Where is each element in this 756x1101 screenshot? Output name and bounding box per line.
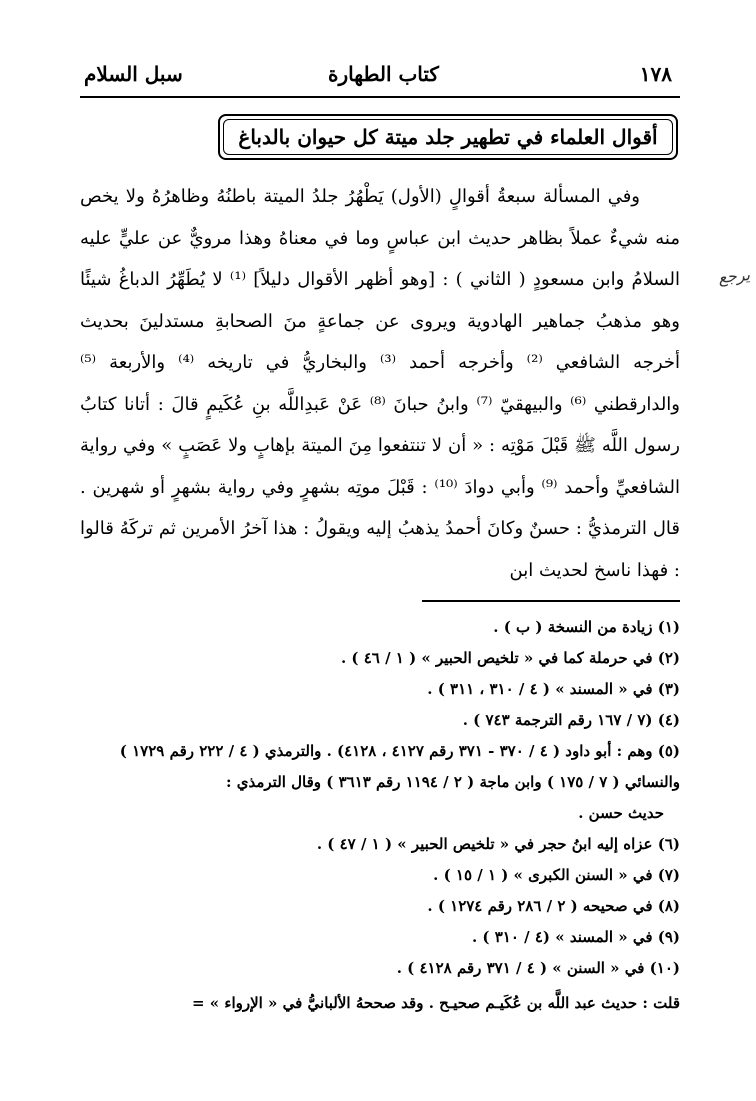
footnote: (٨) في صحيحه ( ٢ / ٢٨٦ رقم ١٢٧٤ ) . — [427, 897, 680, 915]
section-title-box — [218, 114, 678, 160]
margin-note: يرجع — [717, 264, 751, 288]
footnote: (٦) عزاه إليه ابنُ حجر في « تلخيص الحبير » ( ١ / ٤٧ ) . — [316, 835, 680, 853]
header-rule — [80, 96, 680, 98]
book-title: كتاب الطهارة — [328, 62, 439, 86]
footnotes — [80, 612, 680, 1019]
footnote-continuation: حديث حسن . — [578, 804, 664, 822]
main-text — [80, 176, 680, 591]
footnote: (٥) وهم : أبو داود ( ٤ / ٣٧٠ - ٣٧١ رقم ٤١٢٧ ، ٤١٢٨) . والترمذي ( ٤ / ٢٢٢ رقم ١٧٢٩ ) والنسائي ( ٧ / ١٧٥ ) وابن ماجة ( ٢ / ١١٩٤ رقم ٣٦١٣ ) وقال الترمذي : — [119, 742, 680, 791]
footnote: (٢) في حرملة كما في « تلخيص الحبير » ( ١ / ٤٦ ) . — [340, 649, 680, 667]
footnote: (٤) (٧ / ١٦٧ رقم الترجمة ٧٤٣ ) . — [462, 711, 680, 729]
running-header — [78, 62, 678, 92]
footnote: (١) زيادة من النسخة ( ب ) . — [493, 618, 680, 636]
footnote: (٧) في « السنن الكبرى » ( ١ / ١٥ ) . — [433, 866, 680, 884]
section-title: أقوال العلماء في تطهير جلد ميتة كل حيوان بالدباغ — [238, 125, 658, 149]
footnote: (٩) في « المسند » (٤ / ٣١٠ ) . — [471, 928, 680, 946]
footnote-rule — [422, 600, 680, 602]
body-paragraph: وفي المسألة سبعةُ أقوالٍ (الأول) يَطْهُرُ جلدُ الميتة باطنُهُ وظاهرُهُ ولا يخص منه شيءٌ عملاً بظاهر حديث ابن عباسٍ وما في معناهُ وهذا مرويٌّ عن عليٍّ عليه السلامُ وابن مسعودٍ ( الثاني ) : [وهو أظهر الأقوال دليلاً] ⁽¹⁾ لا يُطَهِّرُ الدباغُ شيئًا وهو مذهبُ جماهير الهادوية ويروى عن جماعةٍ منَ الصحابةِ مستدلينَ بحديث أخرجه الشافعي ⁽²⁾ وأخرجه أحمد ⁽³⁾ والبخاريُّ في تاريخه ⁽⁴⁾ والأربعة ⁽⁵⁾ والدارقطني ⁽⁶⁾ والبيهقيّ ⁽⁷⁾ وابنُ حبانَ ⁽⁸⁾ عَنْ عَبدِاللَّه بنِ عُكَيمٍ قالَ : أتانا كتابُ رسول اللَّه ﷺ قَبْلَ مَوْتِه : « أن لا تنتفعوا مِنَ الميتة بإهابٍ ولا عَصَبٍ » وفي رواية الشافعيِّ وأحمد ⁽⁹⁾ وأبي دوادَ ⁽¹⁰⁾ : قَبْلَ موتِه بشهرٍ وفي رواية بشهرٍ أو شهرين . قال الترمذيُّ : حسنٌ وكانَ أحمدُ يذهبُ إليه ويقولُ : هذا آخرُ الأمرين ثم تركَهُ قالوا : فهذا ناسخ لحديث ابن — [80, 186, 680, 581]
footnote: (٣) في « المسند » ( ٤ / ٣١٠ ، ٣١١ ) . — [427, 680, 680, 698]
footnote: (١٠) في « السنن » ( ٤ / ٣٧١ رقم ٤١٢٨ ) . — [396, 959, 680, 977]
series-title: سبل السلام — [84, 62, 183, 86]
closing-note: قلت : حديث عبد اللَّه بن عُكَيـم صحيـح . وقد صححهُ الألبانيُّ في « الإرواء » = — [192, 994, 680, 1012]
page-number: ١٧٨ — [639, 62, 672, 86]
